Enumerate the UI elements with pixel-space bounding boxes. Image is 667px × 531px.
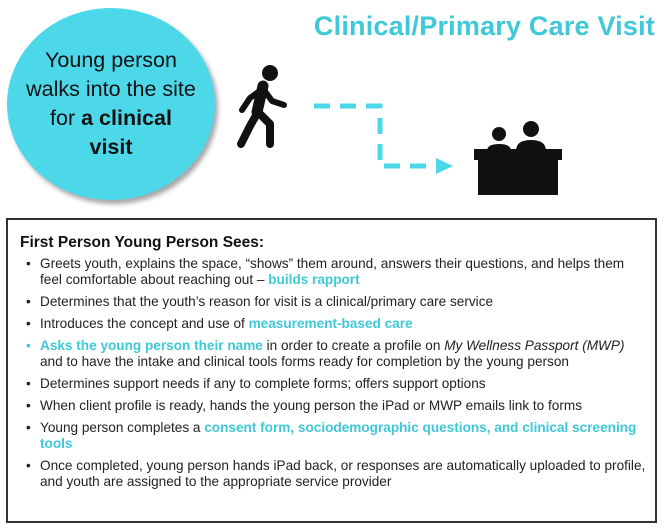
intro-circle (7, 8, 215, 200)
bullet-icon: • (26, 256, 31, 271)
list-item-text: Once completed, young person hands iPad back, or responses are automatically uploaded to profile, and youth are assigned to the appropriate service provider (40, 458, 646, 489)
list-item (22, 398, 648, 414)
info-box (6, 218, 657, 523)
list-item-text: Determines that the youth’s reason for visit is a clinical/primary care service (40, 294, 494, 309)
list-item-text: builds rapport (268, 272, 360, 287)
list-item (22, 376, 648, 392)
list-item-text: Greets youth, explains the space, “shows” them around, answers their questions, and helps them feel comfortable about reaching out – (40, 256, 625, 287)
bullet-icon: • (26, 420, 31, 435)
dashed-arrow-icon (312, 100, 457, 180)
list-item-text: consent form, sociodemographic questions, and clinical screening tools (40, 420, 637, 451)
steps-list (22, 256, 648, 496)
bullet-icon: • (26, 376, 31, 391)
list-item (22, 294, 648, 310)
list-item (22, 256, 648, 288)
intro-text-bold: a clinical visit (81, 106, 172, 159)
intro-circle-text (26, 46, 196, 162)
list-item-text: Introduces the concept and use of (40, 316, 249, 331)
list-item-text: My Wellness Passport (MWP) (444, 338, 625, 353)
list-item-text: and to have the intake and clinical tools forms ready for completion by the young person (40, 354, 569, 369)
walking-person-icon (232, 64, 294, 150)
bullet-icon: • (26, 294, 31, 309)
bullet-icon: • (26, 338, 31, 353)
desk-staff-icon (470, 118, 566, 198)
page-title: Clinical/Primary Care Visit (313, 11, 655, 41)
bullet-icon: • (26, 398, 31, 413)
bullet-icon: • (26, 316, 31, 331)
list-item-text: in order to create a profile on (262, 338, 445, 353)
list-item-text: When client profile is ready, hands the young person the iPad or MWP emails link to forms (40, 398, 582, 413)
list-item-text: Determines support needs if any to complete forms; offers support options (40, 376, 486, 391)
list-item (22, 420, 648, 452)
intro-text-plain: Young person walks into the site for (26, 48, 196, 130)
info-box-heading: First Person Young Person Sees: (20, 234, 265, 251)
list-item (22, 458, 648, 490)
list-item (22, 316, 648, 332)
list-item (22, 338, 648, 370)
list-item-text: measurement-based care (248, 316, 413, 331)
list-item-text: Young person completes a (40, 420, 205, 435)
bullet-icon: • (26, 458, 31, 473)
list-item-text: Asks the young person their name (40, 338, 263, 353)
